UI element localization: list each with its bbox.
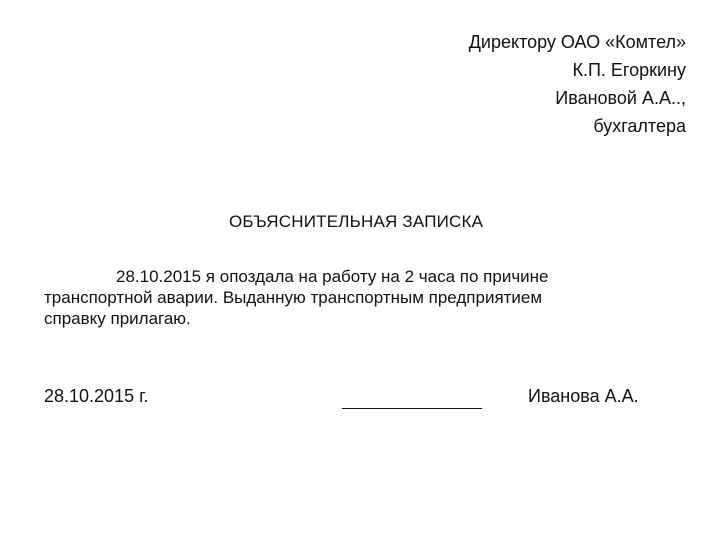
signature-line [342,386,482,409]
signature-row [44,386,684,414]
signature-date: 28.10.2015 г. [44,386,149,406]
body-line: 28.10.2015 я опоздала на работу на 2 часа по причине [116,267,549,286]
body-line: справку прилагаю. [44,309,191,328]
addressee-line: Директору ОАО «Комтел» [468,32,686,52]
addressee-block [386,28,686,140]
signature-name: Иванова А.А. [528,386,639,406]
document-title: ОБЪЯСНИТЕЛЬНАЯ ЗАПИСКА [229,212,484,231]
addressee-line: Ивановой А.А.., [555,88,686,108]
document-body [44,266,654,329]
addressee-line: К.П. Егоркину [572,60,686,80]
addressee-line: бухгалтера [593,116,686,136]
body-line: транспортной аварии. Выданную транспортным предприятием [44,288,543,307]
